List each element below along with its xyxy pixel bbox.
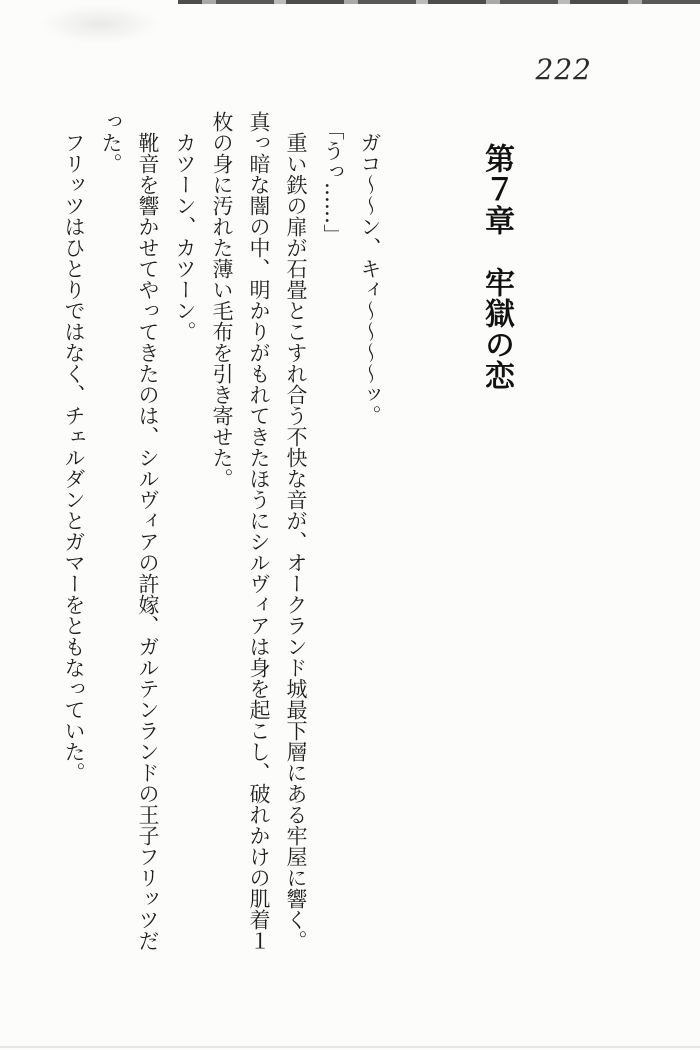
page-number: 222	[535, 53, 592, 86]
paragraph: 靴音を響かせてやってきたのは、シルヴィアの許嫁、ガルテンランドの王子フリッツだった。	[99, 111, 160, 951]
paragraph: 重い鉄の扉が石畳とこすれ合う不快な音が、オークランド城最下層にある牢屋に響く。	[284, 132, 308, 951]
page-content	[55, 111, 518, 955]
paragraph: ガコ〜〜ン、キィ〜〜〜〜ッ。	[358, 132, 382, 426]
paragraph: カツーン、カツーン。	[173, 132, 197, 342]
paragraph: フリッツはひとりではなく、チェルダンとガマーをともなっていた。	[62, 132, 86, 783]
scan-edge-top	[178, 0, 700, 4]
scan-smudge	[40, 4, 160, 44]
paragraph: 「うっ……」	[321, 119, 345, 246]
paragraph: 真っ暗な闇の中、明かりがもれてきたほうにシルヴィアは身を起こし、破れかけの肌着１枚の身に汚れた薄い毛布を引き寄せた。	[210, 111, 271, 951]
chapter-title: 第７章 牢獄の恋	[479, 143, 514, 391]
scan-edge-bottom	[0, 1046, 700, 1048]
